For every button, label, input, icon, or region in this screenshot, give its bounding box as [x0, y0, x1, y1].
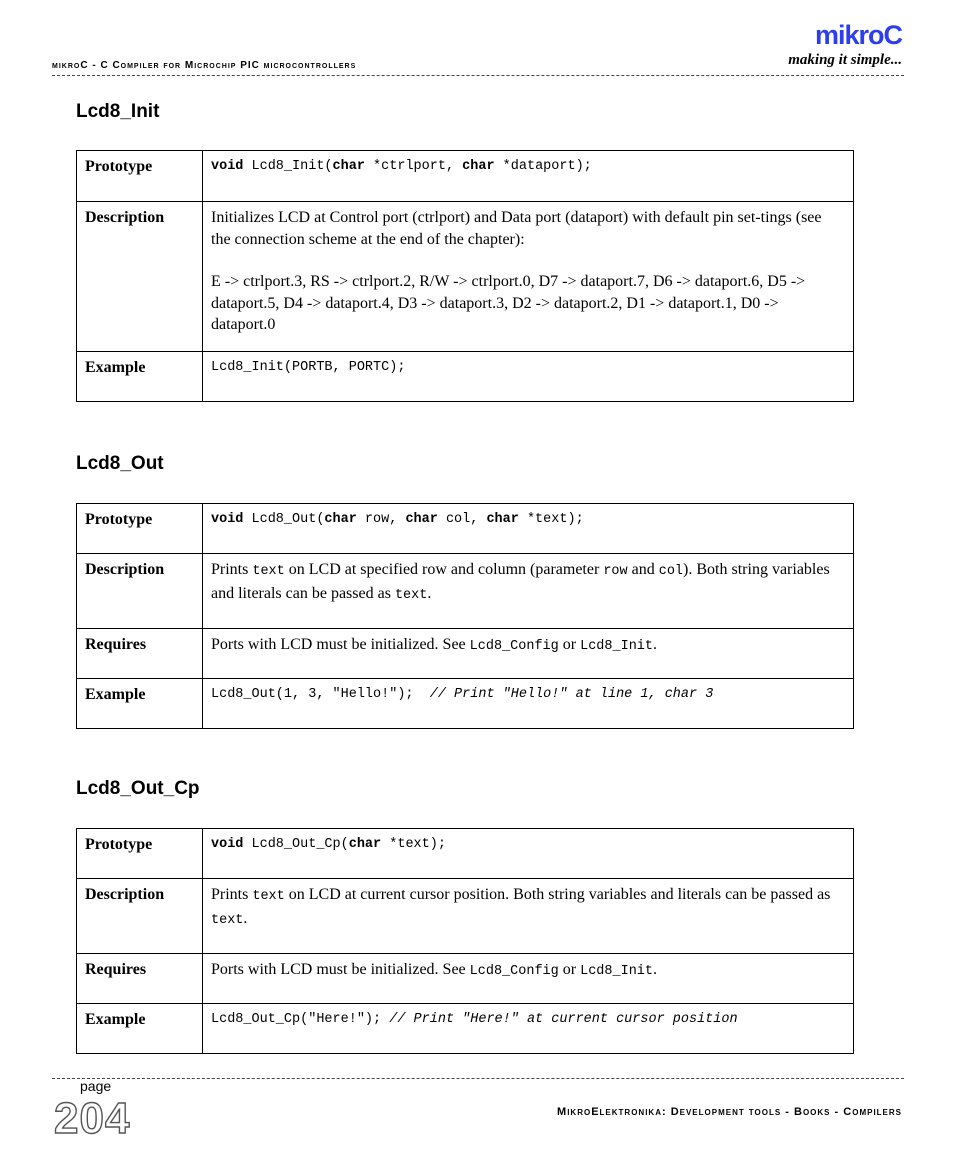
example-code: Lcd8_Out_Cp("Here!"); // Print "Here!" at current cursor position [203, 1004, 854, 1054]
table-row [77, 554, 854, 629]
footer-publisher: MikroElektronika: Development tools - Books - Compilers [557, 1106, 902, 1118]
mikroc-logo: mikroC [814, 20, 902, 50]
header-divider [52, 75, 904, 76]
table-row [77, 1004, 854, 1054]
section-heading-lcd8-out: Lcd8_Out [76, 453, 164, 474]
example-label: Example [77, 679, 203, 729]
prototype-label: Prototype [77, 829, 203, 879]
footer-divider [52, 1078, 904, 1079]
table-row [77, 504, 854, 554]
description-text: Prints text on LCD at current cursor position. Both string variables and literals can be passed as text. [203, 879, 854, 954]
requires-label: Requires [77, 629, 203, 679]
prototype-code: void Lcd8_Out(char row, char col, char *text); [203, 504, 854, 554]
description-label: Description [77, 554, 203, 629]
page-label: page [80, 1078, 112, 1094]
header-title: mikroC - C Compiler for Microchip PIC microcontrollers [52, 60, 357, 71]
table-row [77, 629, 854, 679]
description-text: Prints text on LCD at specified row and column (parameter row and col). Both string variables and literals can be passed as text. [203, 554, 854, 629]
example-label: Example [77, 352, 203, 402]
description-text: Initializes LCD at Control port (ctrlport) and Data port (dataport) with default pin set-tings (see the connection scheme at the end of the chapter): E -> ctrlport.3, RS -> ctrlport.2, R/W -> ctrlport.0, D7 -> dataport.7, D6 -> dataport.6, D5 -> dataport.5, D4 -> dataport.4, D3 -> dataport.3, D2 -> dataport.2, D1 -> dataport.1, D0 -> dataport.0 [203, 202, 854, 352]
logo-tagline: making it simple... [788, 52, 902, 68]
table-row [77, 679, 854, 729]
section-heading-lcd8-out-cp: Lcd8_Out_Cp [76, 778, 200, 799]
requires-text: Ports with LCD must be initialized. See Lcd8_Config or Lcd8_Init. [203, 629, 854, 679]
prototype-code: void Lcd8_Out_Cp(char *text); [203, 829, 854, 879]
prototype-code: void Lcd8_Init(char *ctrlport, char *dataport); [203, 151, 854, 202]
table-row [77, 202, 854, 352]
lcd8-init-table [76, 150, 854, 402]
lcd8-out-table [76, 503, 854, 729]
section-heading-lcd8-init: Lcd8_Init [76, 101, 160, 122]
example-label: Example [77, 1004, 203, 1054]
requires-text: Ports with LCD must be initialized. See Lcd8_Config or Lcd8_Init. [203, 954, 854, 1004]
prototype-label: Prototype [77, 151, 203, 202]
table-row [77, 829, 854, 879]
table-row [77, 352, 854, 402]
table-row [77, 954, 854, 1004]
example-code: Lcd8_Init(PORTB, PORTC); [203, 352, 854, 402]
example-code: Lcd8_Out(1, 3, "Hello!"); // Print "Hello!" at line 1, char 3 [203, 679, 854, 729]
description-label: Description [77, 879, 203, 954]
lcd8-out-cp-table [76, 828, 854, 1054]
requires-label: Requires [77, 954, 203, 1004]
table-row [77, 151, 854, 202]
page-number: 204 [54, 1094, 131, 1143]
table-row [77, 879, 854, 954]
description-label: Description [77, 202, 203, 352]
prototype-label: Prototype [77, 504, 203, 554]
